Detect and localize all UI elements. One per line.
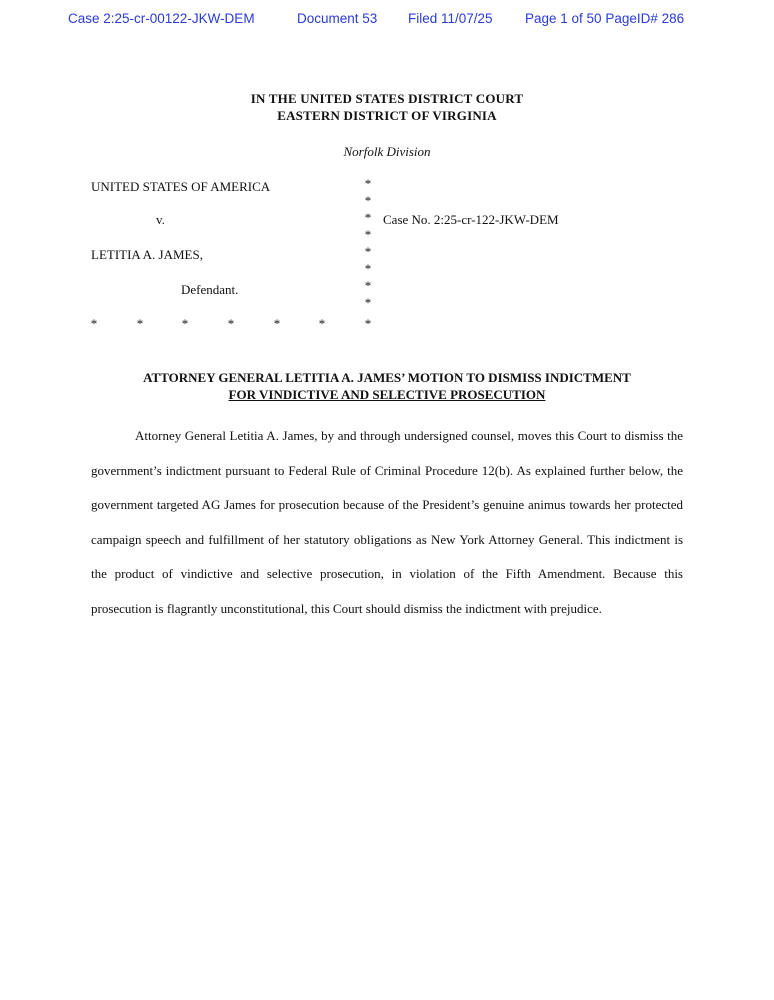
caption-defendant-role: Defendant.	[181, 282, 239, 297]
caption-star: *	[90, 316, 98, 331]
caption-plaintiff: UNITED STATES OF AMERICA	[91, 179, 271, 194]
caption-star: *	[181, 316, 189, 331]
caption-star: *	[364, 261, 372, 276]
caption-star: *	[136, 316, 144, 331]
caption-star: *	[364, 210, 372, 225]
motion-paragraph: Attorney General Letitia A. James, by and through undersigned counsel, moves this Court to dismiss the government’s indictment pursuant to Federal Rule of Criminal Procedure 12(b). As explained further below, the government targeted AG James for prosecution because of the President’s genuine animus towards her protected campaign speech and fulfillment of her statutory obligations as New York Attorney General. This indictment is the product of vindictive and selective prosecution, in violation of the Fifth Amendment. Because this prosecution is flagrantly unconstitutional, this Court should dismiss the indictment with prejudice.	[91, 428, 683, 616]
court-district: EASTERN DISTRICT OF VIRGINIA	[277, 108, 497, 123]
caption-star: *	[273, 316, 281, 331]
header-document-number: Document 53	[297, 11, 378, 26]
motion-title-line2	[0, 386, 774, 403]
caption-star: *	[318, 316, 326, 331]
caption-versus: v.	[156, 212, 165, 227]
header-filed-date: Filed 11/07/25	[408, 11, 493, 26]
motion-title	[0, 369, 774, 403]
caption-star: *	[364, 278, 372, 293]
court-heading	[0, 90, 774, 124]
caption-star: *	[364, 316, 372, 331]
caption-star: *	[364, 244, 372, 259]
caption-case-number: Case No. 2:25-cr-122-JKW-DEM	[383, 212, 559, 227]
caption-star: *	[364, 176, 372, 191]
caption-defendant: LETITIA A. JAMES,	[91, 247, 203, 262]
motion-title-line1: ATTORNEY GENERAL LETITIA A. JAMES’ MOTION TO DISMISS INDICTMENT	[143, 370, 631, 385]
court-division: Norfolk Division	[343, 144, 431, 159]
header-page-info: Page 1 of 50 PageID# 286	[525, 11, 685, 26]
header-case-number: Case 2:25-cr-00122-JKW-DEM	[68, 11, 255, 26]
motion-title-line2-text: FOR VINDICTIVE AND SELECTIVE PROSECUTION	[228, 387, 546, 402]
caption-star: *	[364, 193, 372, 208]
caption-star: *	[227, 316, 235, 331]
caption-star: *	[364, 295, 372, 310]
court-name: IN THE UNITED STATES DISTRICT COURT	[250, 91, 524, 106]
caption-star: *	[364, 227, 372, 242]
